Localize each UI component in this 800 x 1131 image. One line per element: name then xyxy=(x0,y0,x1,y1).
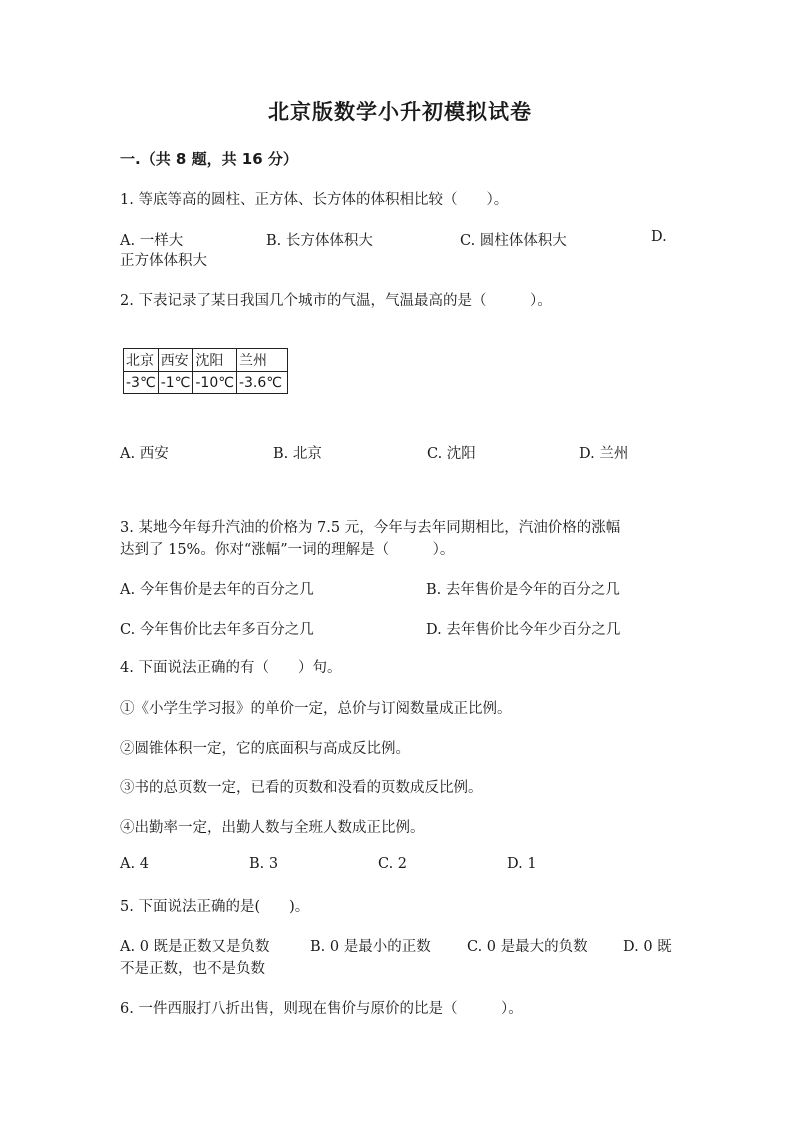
question-2-stem: 2. 下表记录了某日我国几个城市的气温，气温最高的是（ ）。 xyxy=(120,293,552,309)
question-2-option-a: A. 西安 xyxy=(120,446,169,462)
question-6-stem: 6. 一件西服打八折出售，则现在售价与原价的比是（ ）。 xyxy=(120,1001,523,1017)
table-row-temps xyxy=(124,372,288,394)
temperature-table xyxy=(123,348,288,394)
question-4-statement-1: ①《小学生学习报》的单价一定，总价与订阅数量成正比例。 xyxy=(120,701,512,717)
question-4-option-a: A. 4 xyxy=(120,856,149,872)
question-4-statement-4: ④出勤率一定，出勤人数与全班人数成正比例。 xyxy=(120,820,425,836)
question-5-option-d-wrap: 不是正数，也不是负数 xyxy=(120,961,265,977)
question-5-stem: 5. 下面说法正确的是( )。 xyxy=(120,899,310,915)
question-2-option-b: B. 北京 xyxy=(273,446,322,462)
question-2-option-d: D. 兰州 xyxy=(579,446,629,462)
question-1-option-d-wrap: 正方体体积大 xyxy=(120,253,207,269)
question-5-option-a: A. 0 既是正数又是负数 xyxy=(120,939,270,955)
question-5-option-d: D. 0 既 xyxy=(623,939,672,955)
question-1-option-c: C. 圆柱体体积大 xyxy=(460,233,567,249)
question-1-option-d: D. xyxy=(651,229,667,245)
table-cell-city: 沈阳 xyxy=(193,349,237,372)
table-cell-city: 西安 xyxy=(158,349,193,372)
table-cell-temp: -3℃ xyxy=(124,372,159,394)
question-3-stem-line-2: 达到了 15%。你对“涨幅”一词的理解是（ ）。 xyxy=(120,542,455,558)
table-row-cities xyxy=(124,349,288,372)
question-5-option-c: C. 0 是最大的负数 xyxy=(467,939,588,955)
table-cell-temp: -1℃ xyxy=(158,372,193,394)
question-1-option-a: A. 一样大 xyxy=(120,233,184,249)
question-3-option-c: C. 今年售价比去年多百分之几 xyxy=(120,622,314,638)
question-4-statement-2: ②圆锥体积一定，它的底面积与高成反比例。 xyxy=(120,741,410,757)
table-cell-city: 北京 xyxy=(124,349,159,372)
question-4-option-b: B. 3 xyxy=(249,856,279,872)
question-4-option-d: D. 1 xyxy=(507,856,537,872)
question-5-option-b: B. 0 是最小的正数 xyxy=(310,939,431,955)
question-3-option-d: D. 去年售价比今年少百分之几 xyxy=(426,622,621,638)
question-2-option-c: C. 沈阳 xyxy=(427,446,476,462)
table-cell-temp: -10℃ xyxy=(193,372,237,394)
question-3-option-a: A. 今年售价是去年的百分之几 xyxy=(120,582,314,598)
question-3-option-b: B. 去年售价是今年的百分之几 xyxy=(426,582,620,598)
question-4-statement-3: ③书的总页数一定，已看的页数和没看的页数成反比例。 xyxy=(120,780,483,796)
question-1-stem: 1. 等底等高的圆柱、正方体、长方体的体积相比较（ ）。 xyxy=(120,192,509,208)
question-4-stem: 4. 下面说法正确的有（ ）句。 xyxy=(120,660,342,676)
table-cell-city: 兰州 xyxy=(236,349,287,372)
page-title: 北京版数学小升初模拟试卷 xyxy=(268,100,532,124)
section-heading: 一.（共 8 题，共 16 分） xyxy=(120,150,298,168)
table-cell-temp: -3.6℃ xyxy=(236,372,287,394)
question-3-stem-line-1: 3. 某地今年每升汽油的价格为 7.5 元，今年与去年同期相比，汽油价格的涨幅 xyxy=(120,520,621,536)
question-1-option-b: B. 长方体体积大 xyxy=(266,233,373,249)
question-4-option-c: C. 2 xyxy=(378,856,408,872)
